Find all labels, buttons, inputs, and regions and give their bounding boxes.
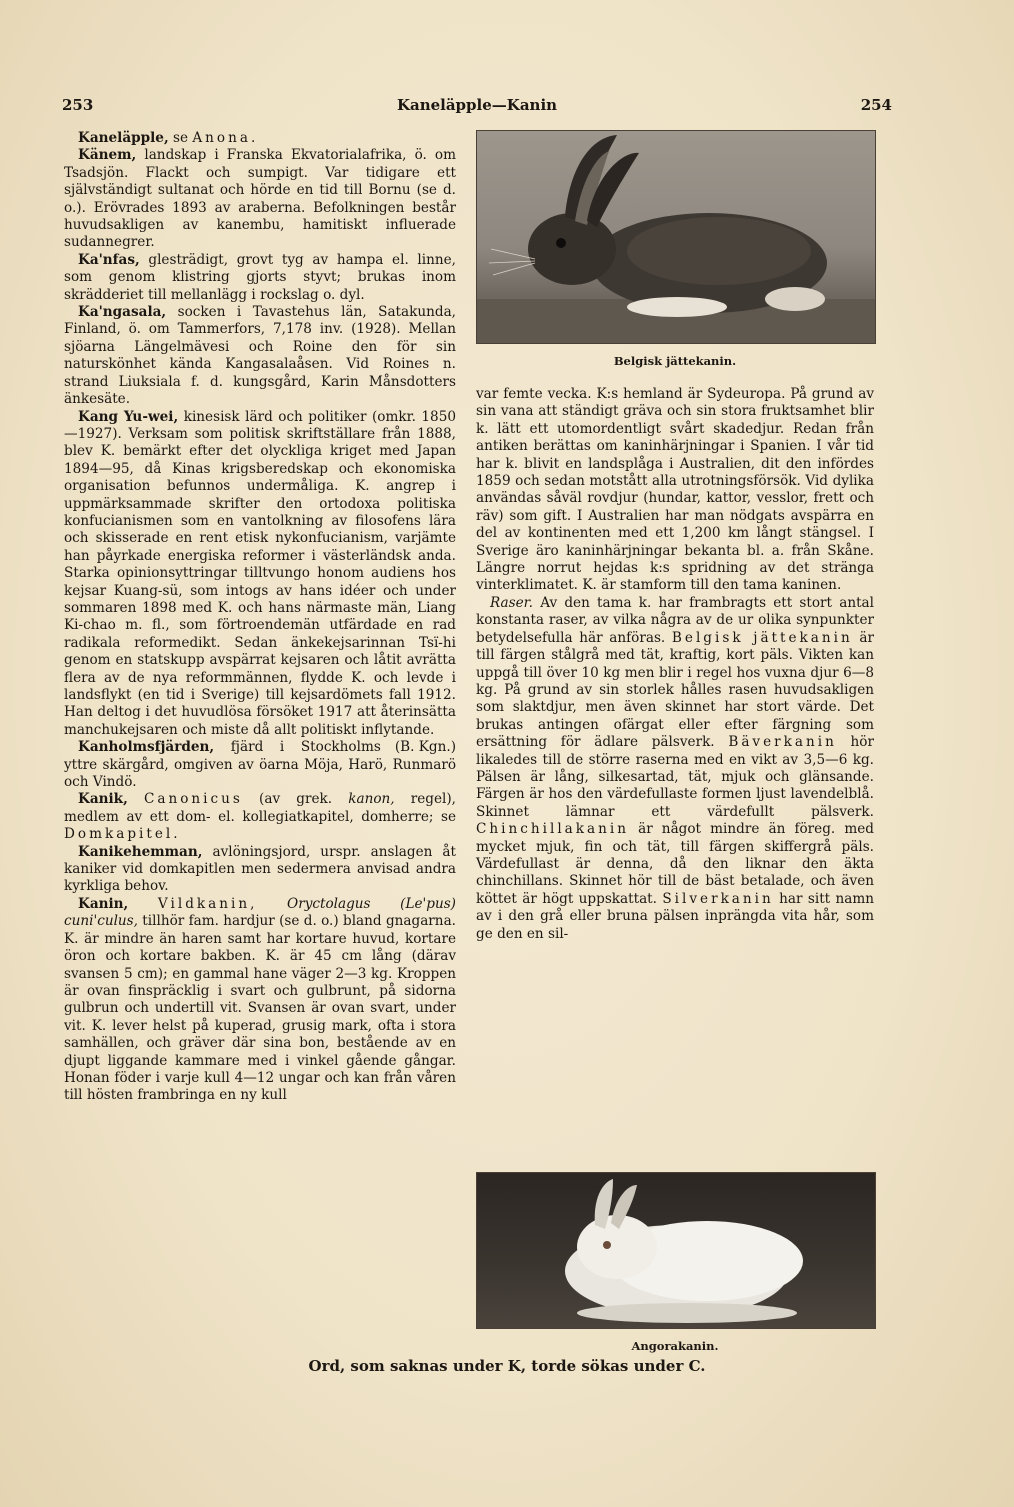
entry-text: avlöningsjord, urspr. anslagen åt kaniker vid domkapitlen men sedermera anvisad andra kyrkliga behov. — [64, 843, 456, 895]
entry-text: är något mindre än föreg. med mycket mjuk, fin och tät, till färgen skiffergrå päls. Värdefullast är denna, då den liknar den äkta chinchillans. Skinnet hör till de bäst betalade, och även köttet är högt uppskattat. — [476, 821, 874, 907]
entry-kangasala — [64, 304, 456, 408]
entry-text: (av grek. — [242, 791, 349, 808]
page-number-right: 254 — [860, 96, 892, 114]
entry-text: har sitt namn av i den grå eller bruna pälsen inprängda vita hår, som ge den en sil- — [476, 890, 875, 942]
headword: Kang Yu-wei, — [78, 408, 179, 425]
entry-text: var femte vecka. K:s hemland är Sydeuropa. På grund av sin vana att ständigt gräva och sin stora fruktsamhet blir k. lätt ett utomordentligt svårt skadedjur. Redan från antiken berättas om kaninhärjningar i Spanien. I vår tid har k. blivit en landsplåga i Australien, dit den infördes 1859 och sedan motstått alla utrotningsförsök. Vid dylika användas såväl rovdjur (hundar, kattor, vesslor, frett och räv) som gift. I Australien har man nödgats avspärra en del av kontinenten med ett 1,200 km långt stängsel. I Sverige äro kaninhärjningar bekanta bl. a. från Skåne. Längre norrut hejdas k:s spridning av det stränga vinterklimatet. K. är stamform till den tama kaninen. — [476, 386, 874, 594]
right-column — [476, 386, 874, 943]
rabbit-illustration — [477, 131, 875, 343]
entry-text: regel), medlem av ett dom- el. kollegiatkapitel, domherre; se — [64, 791, 457, 825]
rabbit-photo-belgian — [476, 130, 876, 344]
rabbit-photo-angora — [476, 1172, 876, 1329]
author-signature: (B. Kgn.) — [394, 739, 456, 756]
headword: Kanin, — [78, 895, 129, 912]
cross-reference: Domkapitel. — [64, 826, 181, 843]
headword: Kanholmsfjärden, — [78, 739, 215, 756]
figure-belgian-giant — [476, 130, 874, 368]
entry-kanfas — [64, 252, 456, 304]
entry-text: är till färgen stålgrå med tät, kraftig, kort päls. Vikten kan uppgå till över 10 kg men blir i regel hos vuxna djur 6—8 kg. På grund av sin storlek hålles rasen huvudsakligen som slaktdjur, men även skinnet har stort värde. Det brukas antingen ofärgat eller efter färgning som ersättning för ädlare pälsverk. — [476, 629, 874, 751]
headword: Kaneläpple, — [78, 130, 169, 146]
entry-kanelapple — [64, 130, 456, 147]
entry-raser — [476, 595, 874, 943]
entry-text: se — [168, 130, 193, 146]
left-column — [64, 130, 456, 1105]
entry-text: socken i Tavastehus län, Satakunda, Finland, ö. om Tammerfors, 7,178 inv. (1928). Mellan sjöarna Längelmävesi och Roine den för sin naturskönhet kända Kangasalaåsen. Vid Roines n. strand Liuksiala f. d. kungsgård, Karin Månsdotters änkesäte. — [64, 304, 456, 408]
greek-term: kanon, — [348, 791, 395, 808]
entry-kanem — [64, 147, 456, 251]
entry-text: fjärd i Stockholms yttre skärgård, omgiven av öarna Möja, Harö, Runmarö och Vindö. — [64, 739, 456, 791]
cross-reference: Anona. — [192, 130, 259, 146]
headword: Kanikehemman, — [78, 843, 203, 860]
breed-name: Bäverkanin — [728, 734, 837, 751]
entry-text: tillhör fam. hardjur (se d. o.) bland gnagarna. K. är mindre än haren samt har kortare huvud, kortare öron och kortare bakben. K. är 45 cm lång (därav svansen 5 cm); en gammal hane väger 2—3 kg. Kroppen är ovan finspräcklig i svart och gulbrunt, på sidorna gulbrun och undertill vit. Svansen är ovan svart, under vit. K. lever helst på kuperad, grusig mark, ofta i stora samhällen, och gräver där sina bon, bestående av en djupt liggande kammare med i vinkel gående gångar. Honan föder i varje kull 4—12 ungar och kan från våren till hösten frambringa en ny kull — [64, 913, 456, 1104]
entry-kanikehemman — [64, 844, 456, 896]
headword: Känem, — [78, 147, 137, 164]
entry-text: landskap i Franska Ekvatorialafrika, ö. om Tsadsjön. Flackt och sumpigt. Var tidigare ett självständigt sultanat och hörde en tid till Bornu (se d. o.). Erövrades 1893 av araberna. Befolkningen består huvudsakligen av kanembu, hamitiskt influerade sudannegrer. — [64, 147, 456, 251]
page-header — [62, 96, 892, 120]
entry-text: Av den tama k. har frambragts ett stort antal konstanta raser, av vilka några av de ur olika synpunkter betydelsefulla här anföras. — [476, 594, 874, 646]
breed-name: Belgisk jättekanin — [671, 629, 853, 646]
latin-name: Oryctolagus (Le'pus) cuni'culus, — [64, 895, 456, 930]
figure-angora — [476, 1172, 874, 1353]
cross-reference: Vildkanin, — [157, 895, 258, 912]
headword: Ka'ngasala, — [78, 304, 167, 321]
figure-caption: Angorakanin. — [631, 1339, 719, 1353]
angora-illustration — [477, 1173, 875, 1328]
cross-reference: Canonicus — [143, 791, 243, 808]
subheading: Raser. — [490, 594, 533, 611]
entry-kanin-continued — [476, 386, 874, 595]
page-number-left: 253 — [62, 96, 94, 114]
breed-name: Chinchillakanin — [476, 821, 629, 838]
entry-text: glesträdigt, grovt tyg av hampa el. linne, som genom klistring gjorts styvt; brukas inom skrädderiet till mellanlägg i rockslag o. dyl. — [64, 251, 456, 303]
running-title: Kaneläpple—Kanin — [396, 96, 558, 114]
headword: Ka'nfas, — [78, 251, 140, 268]
headword: Kanik, — [78, 791, 128, 808]
footer-note: Ord, som saknas under K, torde sökas under C. — [308, 1357, 706, 1375]
figure-caption: Belgisk jättekanin. — [613, 354, 737, 368]
entry-kanik — [64, 791, 456, 843]
entry-text: kinesisk lärd och politiker (omkr. 1850—1927). Verksam som politisk skriftställare från 1888, blev K. bemärkt efter det olyckliga kriget med Japan 1894—95, då Kinas krigsberedskap och ekonomiska organisation befunnos undermåliga. K. angrep i uppmärksammade skrifter den ortodoxa politiska konfucianismen som en vantolkning av filosofens lära och skisserade en rent etisk nykonfucianism, varjämte han påyrkade energiska reformer i västerländsk anda. Starka opinionsyttringar tilltvungo honom audiens hos kejsar Kuang-sü, som intogs av hans idéer och under sommaren 1898 med K. och hans närmaste män, Liang Ki-chao m. fl., som förtroendemän utfärdade en rad radikala reformedikt. Sedan änkekejsarinnan Tsï-hi genom en statskupp avspärrat kejsaren och låtit avrätta flera av de nya reformmännen, flydde K. och levde i landsflykt (en tid i Sverige) till kejsardömets fall 1912. Han deltog i det huvudlösa försöket 1917 att återinsätta manchukejsaren och miste då allt politiskt inflytande. — [64, 408, 456, 738]
entry-kanin — [64, 896, 456, 1105]
breed-name: Silverkanin — [662, 890, 774, 907]
entry-text: hör likaledes till de större raserna med en vikt av 3,5—6 kg. Pälsen är lång, silkesartad, tät, mjuk och glänsande. Färgen är hos den värdefullaste formen ljust lavendelblå. Skinnet lämnar ett värdefullt pälsverk. — [476, 734, 874, 820]
